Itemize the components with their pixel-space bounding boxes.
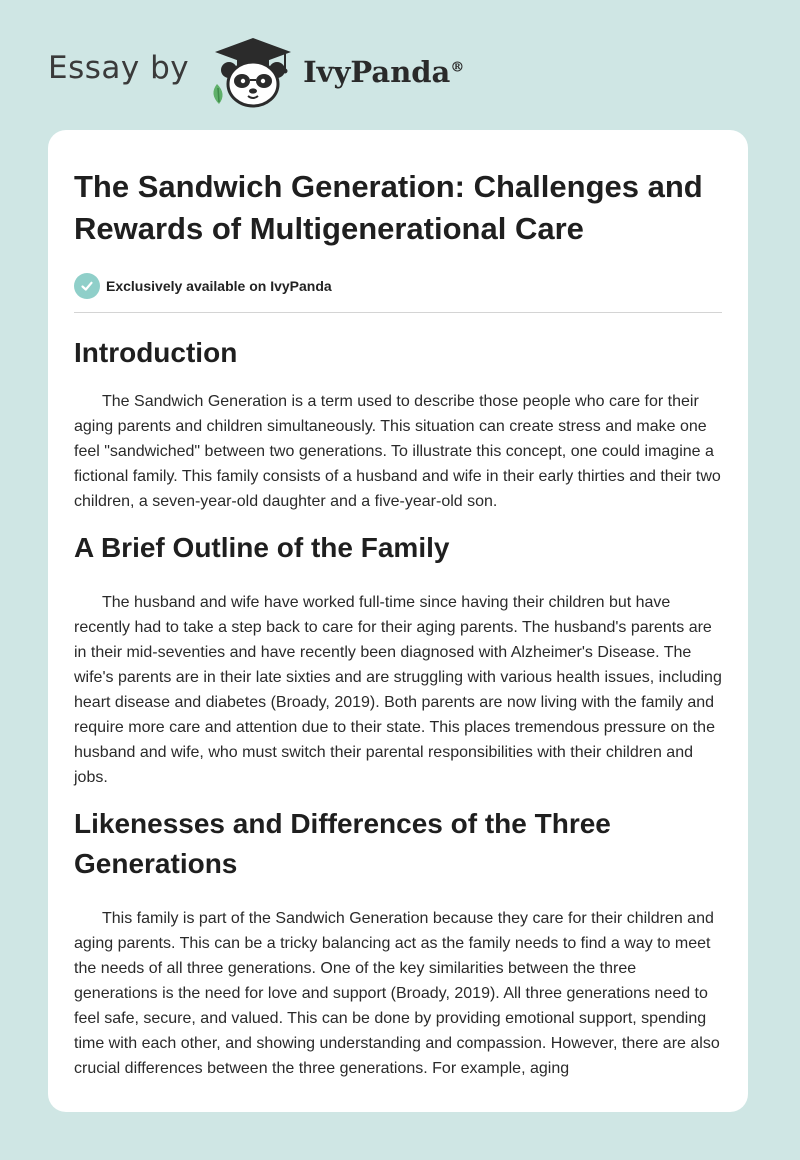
panda-logo-icon[interactable] xyxy=(207,36,299,108)
registered-mark: ® xyxy=(450,59,465,76)
badge-label: Exclusively available on IvyPanda xyxy=(106,278,332,294)
section-body-likenesses: This family is part of the Sandwich Generation because they care for their children and aging parents. This can be a tricky balancing act as the family needs to find a way to meet the needs of all three generations. One of the key similarities between the three generations is the need for love and support (Broady, 2019). All three generations need to feel safe, secure, and valued. This can be done by providing emotional support, spending time with each other, and showing understanding and compassion. However, there are also crucial differences between the three generations. For example, aging xyxy=(74,910,720,1077)
brand-prefix: Essay by xyxy=(48,50,190,86)
section-heading-likenesses: Likenesses and Differences of the Three Generations xyxy=(74,808,611,879)
title-divider xyxy=(74,312,722,313)
brand-header xyxy=(48,36,464,108)
section-body-family-outline: The husband and wife have worked full-time since having their children but have recently had to take a step back to care for their aging parents. The husband's parents are in their mid-seventies and have recently been diagnosed with Alzheimer's Disease. The wife's parents are in their late sixties and are struggling with various health issues, including heart disease and diabetes (Broady, 2019). Both parents are now living with the family and require more care and attention due to their state. This places tremendous pressure on the husband and wife, who must switch their parental responsibilities with their children and jobs. xyxy=(74,594,722,786)
exclusive-badge xyxy=(74,272,722,300)
check-icon xyxy=(74,273,100,299)
section-heading-introduction: Introduction xyxy=(74,337,238,368)
brand-name: IvyPanda® xyxy=(303,55,465,89)
section-heading-family-outline: A Brief Outline of the Family xyxy=(74,532,450,563)
essay-title: The Sandwich Generation: Challenges and Rewards of Multigenerational Care xyxy=(74,169,703,246)
essay-card xyxy=(48,130,748,1112)
section-body-introduction: The Sandwich Generation is a term used to describe those people who care for their aging parents and children simultaneously. This situation can create stress and make one feel "sandwiched" between two generations. To illustrate this concept, one could imagine a fictional family. This family consists of a husband and wife in their early thirties and their two children, a seven-year-old daughter and a five-year-old son. xyxy=(74,393,721,510)
